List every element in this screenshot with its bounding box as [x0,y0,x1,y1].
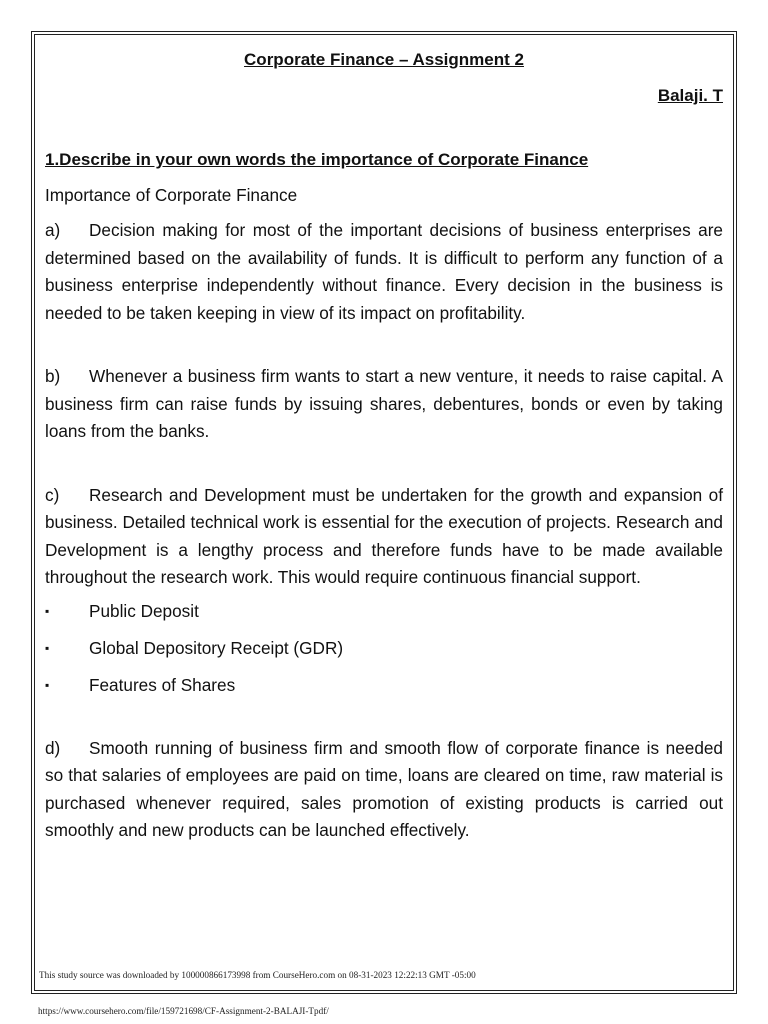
list-item-text: Global Depository Receipt (GDR) [89,637,344,658]
paragraph-marker: b) [45,366,61,386]
list-item [45,598,723,625]
section-subheading: Importance of Corporate Finance [45,185,298,205]
question-heading: 1.Describe in your own words the importance of Corporate Finance [45,150,589,169]
paragraph-text: Research and Development must be undertaken for the growth and expansion of business. Detailed technical work is essential for the execution of projects. Research and Development is a lengthy process and therefore funds have to be made available throughout the research work. This would require continuous financial support. [45,484,723,587]
paragraph-text: Decision making for most of the important decisions of business enterprises are determined based on the availability of funds. It is difficult to perform any function of a business enterprise independently without finance. Every decision in the business is needed to be taken keeping in view of its impact on profitability. [45,220,723,323]
paragraph-text: Whenever a business firm wants to start a new venture, it needs to raise capital. A business firm can raise funds by issuing shares, debentures, bonds or even by taking loans from the banks. [45,366,723,441]
paragraph-marker: d) [45,737,61,758]
paragraph-d [45,735,723,845]
bullet-square-icon: ▪ [45,640,50,655]
paragraph-c [45,482,723,592]
source-url[interactable]: https://www.coursehero.com/file/159721698/CF-Assignment-2-BALAJI-Tpdf/ [38,1006,329,1016]
document-title: Corporate Finance – Assignment 2 [244,50,524,69]
list-item-text: Features of Shares [89,674,236,695]
document-body [45,48,723,845]
paragraph-marker: a) [45,220,61,240]
list-item [45,635,723,662]
paragraph-marker: c) [45,484,60,505]
bullet-list [45,598,723,699]
paragraph-text: Smooth running of business firm and smooth flow of corporate finance is needed so that salaries of employees are paid on time, loans are cleared on time, raw material is purchased whenever required, sales promotion of existing products is carried out smoothly and new products can be launched effectively. [45,737,723,840]
author-name: Balaji. T [657,86,723,105]
download-source-note: This study source was downloaded by 100000866173998 from CourseHero.com on 08-31-2023 12:22:13 GMT -05:00 [39,970,476,980]
list-item-text: Public Deposit [89,600,199,621]
bullet-square-icon: ▪ [45,603,50,618]
list-item [45,672,723,699]
paragraph-b [45,363,723,446]
bullet-square-icon: ▪ [45,677,50,692]
paragraph-a [45,217,723,327]
